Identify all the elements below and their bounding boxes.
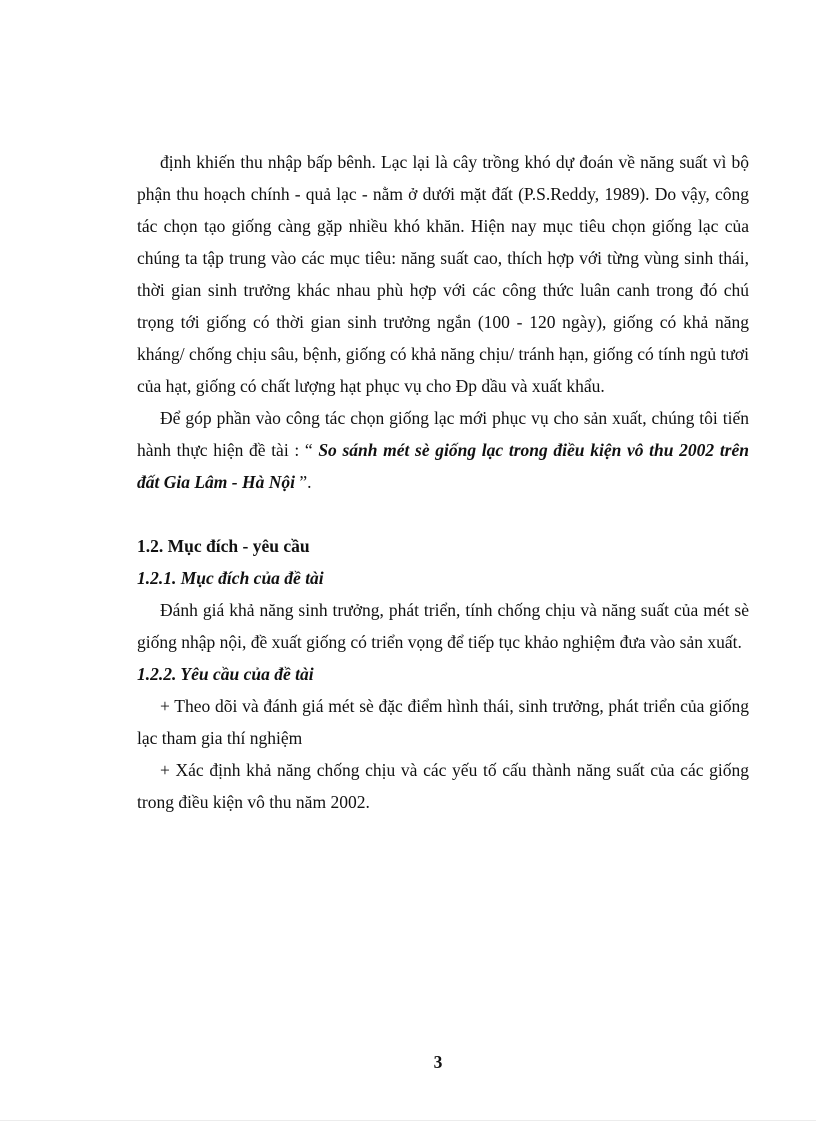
section-heading-1-2: 1.2. Mục đích - yêu cầu <box>137 536 310 556</box>
body-paragraph-1: định khiến thu nhập bấp bênh. Lạc lại là cây trồng khó dự đoán về năng suất vì bộ phận thu hoạch chính - quả lạc - nằm ở dưới mặt đất (P.S.Reddy, 1989). Do vậy, công tác chọn tạo giống càng gặp nhiều khó khăn. Hiện nay mục tiêu chọn giống lạc của chúng ta tập trung vào các mục tiêu: năng suất cao, thích hợp với từng vùng sinh thái, thời gian sinh trưởng khác nhau phù hợp với các công thức luân canh trong đó chú trọng tới giống có thời gian sinh trưởng ngắn (100 - 120 ngày), giống có khả năng kháng/ chống chịu sâu, bệnh, giống có khả năng chịu/ tránh hạn, giống có tính ngủ tươi của hạt, giống có chất lượng hạt phục vụ cho Đp dầu và xuất khẩu. <box>137 152 749 396</box>
body-paragraph-2 <box>137 402 749 498</box>
page-bottom-edge <box>0 1120 816 1121</box>
subsection-1-2-1-text: Đánh giá khả năng sinh trưởng, phát triển, tính chống chịu và năng suất của mét sè giống nhập nội, đề xuất giống có triển vọng để tiếp tục khảo nghiệm đưa vào sản xuất. <box>137 600 749 652</box>
body-paragraph-2-intro: Để góp phần vào công tác chọn giống lạc mới phục vụ cho sản xuất, chúng tôi tiến hành thực hiện đề tài : “ <box>137 408 749 460</box>
page-number: 3 <box>433 1052 443 1072</box>
thesis-title: So sánh mét sè giống lạc trong điều kiện vô thu 2002 trên đất Gia Lâm - Hà Nội <box>137 440 749 492</box>
requirement-item-1: + Theo dõi và đánh giá mét sè đặc điểm hình thái, sinh trưởng, phát triển của giống lạc tham gia thí nghiệm <box>137 696 749 748</box>
subsection-heading-1-2-2: 1.2.2. Yêu cầu của đề tài <box>137 664 314 684</box>
page-content <box>137 146 749 818</box>
section-gap <box>137 498 749 530</box>
subsection-heading-1-2-1: 1.2.1. Mục đích của đề tài <box>137 568 324 588</box>
requirement-item-2: + Xác định khả năng chống chịu và các yếu tố cấu thành năng suất của các giống trong điều kiện vô thu năm 2002. <box>137 760 749 812</box>
body-paragraph-2-end: ”. <box>294 472 312 492</box>
